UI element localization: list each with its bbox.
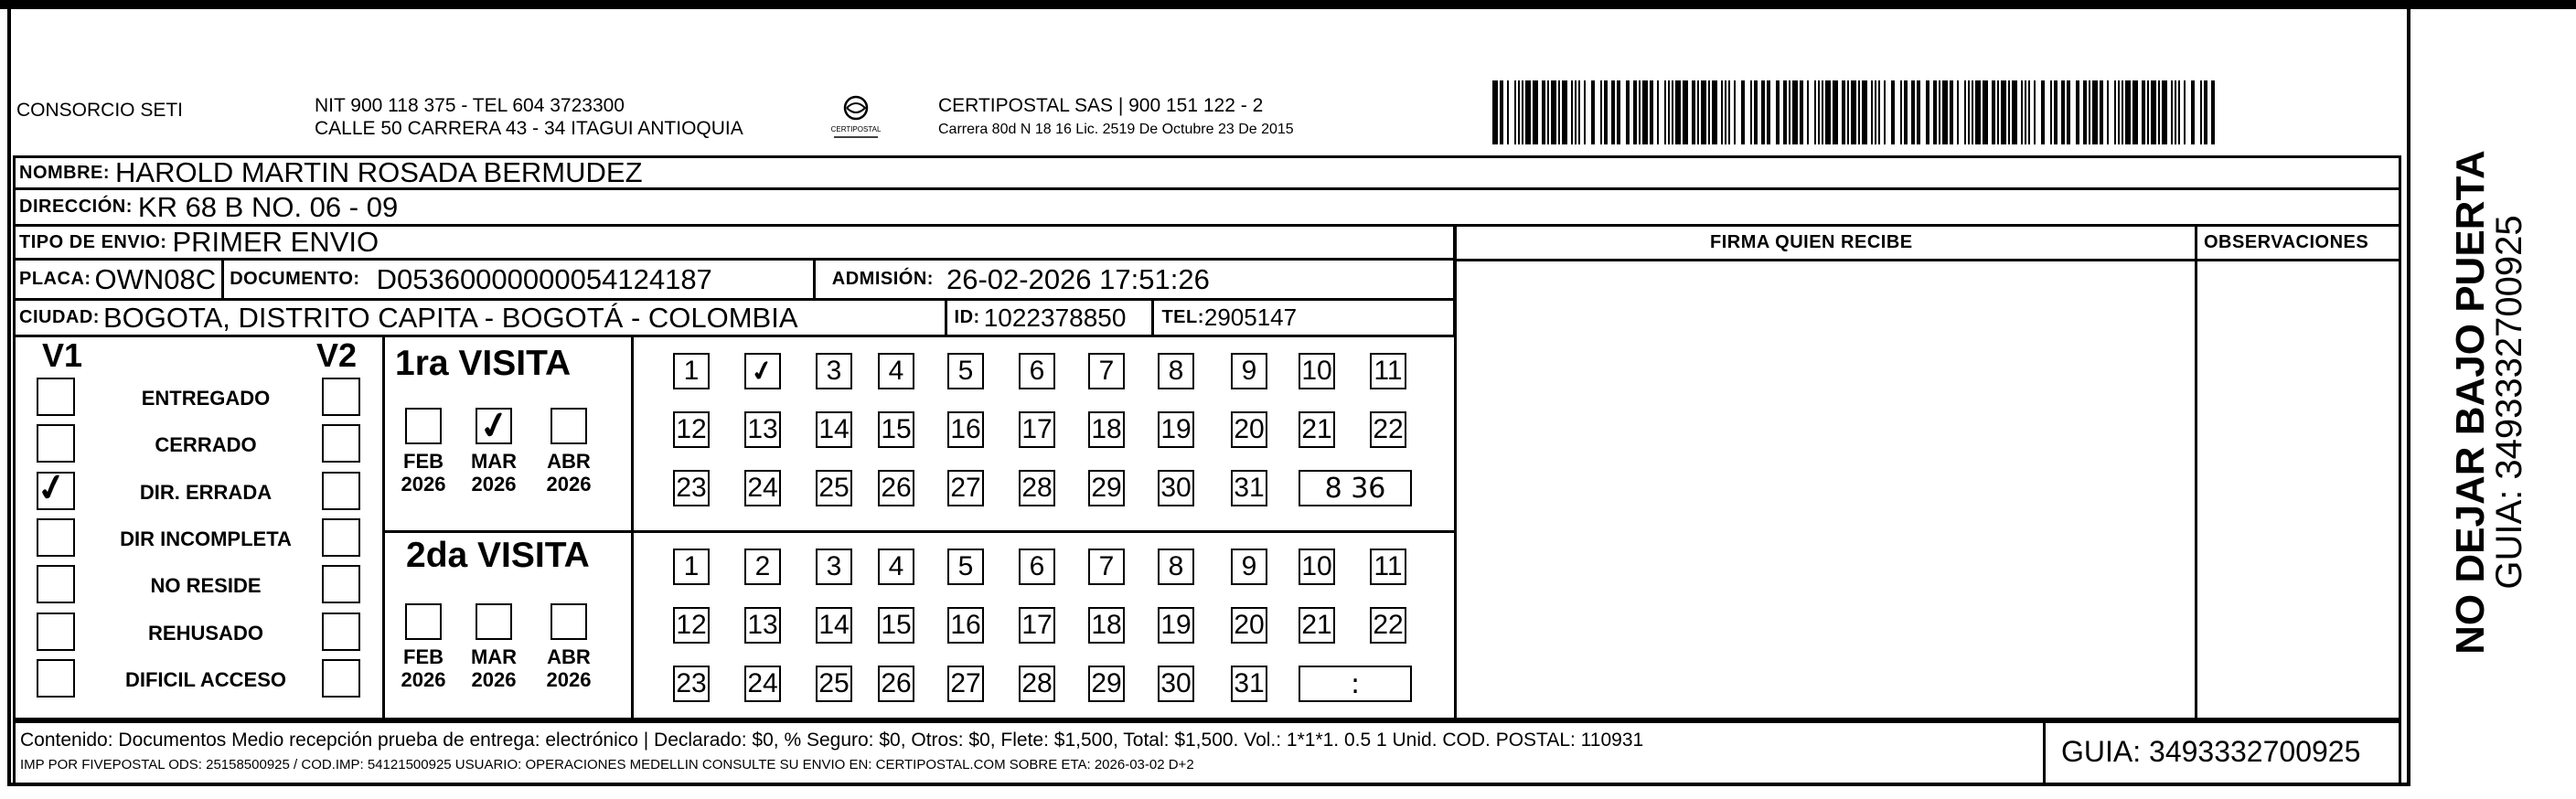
day-box[interactable]: 28 bbox=[1019, 470, 1055, 506]
day-box[interactable]: 30 bbox=[1158, 666, 1194, 702]
signature-area bbox=[1454, 227, 2401, 720]
day-box[interactable]: 23 bbox=[673, 470, 710, 506]
id-value: 1022378850 bbox=[983, 303, 1127, 332]
first-visit-title: 1ra VISITA bbox=[395, 344, 572, 383]
day-box[interactable]: 31 bbox=[1231, 470, 1267, 506]
day-box[interactable]: 16 bbox=[947, 411, 984, 448]
day-box[interactable]: 12 bbox=[673, 411, 710, 448]
ciudad-label: CIUDAD: bbox=[19, 307, 100, 327]
status-label: CERRADO bbox=[155, 433, 257, 456]
month-box[interactable] bbox=[475, 402, 514, 450]
v1-checkbox[interactable] bbox=[37, 613, 75, 651]
contenido-line: Contenido: Documentos Medio recepción prueba de entrega: electrónico | Declarado: $0, % Seguro: $0, Otros: $0, Flete: $1,500, Total: $1,500. Vol.: 1*1*1. 0.5 1 Unid. COD. POSTAL: 110931 bbox=[20, 730, 1644, 751]
day-box[interactable]: 11 bbox=[1370, 353, 1406, 389]
status-divider bbox=[382, 337, 385, 720]
nit-line: NIT 900 118 375 - TEL 604 3723300 bbox=[315, 95, 625, 116]
status-label: NO RESIDE bbox=[150, 574, 262, 597]
day-box[interactable]: 22 bbox=[1370, 411, 1406, 448]
direccion-label: DIRECCIÓN: bbox=[19, 197, 133, 217]
imp-line: IMP POR FIVEPOSTAL ODS: 25158500925 / COD.IMP: 54121500925 USUARIO: OPERACIONES MEDELLIN CONSULTE SU ENVIO EN: CERTIPOSTAL.COM SOBRE ETA: 2026-03-02 D+2 bbox=[20, 757, 1194, 772]
courier-line: CERTIPOSTAL SAS | 900 151 122 - 2 bbox=[938, 95, 1264, 116]
day-box[interactable]: 5 bbox=[947, 549, 984, 585]
visit-separator bbox=[382, 530, 1457, 533]
footer-guia: GUIA: 3493332700925 bbox=[2061, 735, 2361, 768]
month-label: MAR 2026 bbox=[470, 450, 518, 495]
barcode bbox=[1492, 80, 2222, 144]
nombre-label: NOMBRE: bbox=[19, 162, 111, 183]
tel-label: TEL: bbox=[1161, 307, 1204, 327]
day-box[interactable]: 18 bbox=[1088, 411, 1125, 448]
status-label: REHUSADO bbox=[148, 622, 263, 645]
time-box[interactable]: : bbox=[1299, 666, 1412, 702]
day-box[interactable]: 31 bbox=[1231, 666, 1267, 702]
day-box[interactable]: 18 bbox=[1088, 607, 1125, 644]
v1-checkbox[interactable] bbox=[37, 565, 75, 603]
tel-value: 2905147 bbox=[1203, 304, 1298, 331]
day-box[interactable]: 24 bbox=[744, 666, 781, 702]
v2-checkbox[interactable] bbox=[322, 472, 360, 510]
address-line: CALLE 50 CARRERA 43 - 34 ITAGUI ANTIOQUIA bbox=[315, 118, 743, 139]
month-box[interactable] bbox=[405, 603, 442, 640]
v1-check-mark: ✓ bbox=[32, 464, 71, 512]
placa-label: PLACA: bbox=[19, 269, 91, 289]
day-box[interactable]: 20 bbox=[1231, 607, 1267, 644]
tipo-value: PRIMER ENVIO bbox=[172, 226, 379, 258]
v1-header: V1 bbox=[42, 336, 83, 374]
day-box[interactable]: 4 bbox=[878, 353, 914, 389]
day-box[interactable]: 19 bbox=[1158, 607, 1194, 644]
day-box[interactable]: 10 bbox=[1299, 353, 1335, 389]
v2-checkbox[interactable] bbox=[322, 518, 360, 557]
side-notice: NO DEJAR BAJO PUERTA bbox=[2448, 150, 2493, 655]
day-box[interactable]: 14 bbox=[816, 411, 852, 448]
documento-label: DOCUMENTO: bbox=[230, 269, 360, 289]
placa-row bbox=[13, 261, 1456, 301]
day-box[interactable]: 5 bbox=[947, 353, 984, 389]
v1-checkbox[interactable] bbox=[37, 424, 75, 463]
day-box[interactable]: 29 bbox=[1088, 470, 1125, 506]
day-box[interactable]: 3 bbox=[816, 353, 852, 389]
day-box[interactable]: 4 bbox=[878, 549, 914, 585]
ciudad-value: BOGOTA, DISTRITO CAPITA - BOGOTÁ - COLOMBIA bbox=[102, 301, 798, 334]
month-box[interactable] bbox=[550, 408, 587, 444]
day-box[interactable]: 22 bbox=[1370, 607, 1406, 644]
day-box[interactable]: 29 bbox=[1088, 666, 1125, 702]
license-line: Carrera 80d N 18 16 Lic. 2519 De Octubre 23 De 2015 bbox=[938, 122, 1294, 137]
day-box[interactable]: 6 bbox=[1019, 353, 1055, 389]
day-box[interactable]: 23 bbox=[673, 666, 710, 702]
svg-text:CERTIPOSTAL: CERTIPOSTAL bbox=[830, 125, 882, 133]
day-box[interactable]: 21 bbox=[1299, 607, 1335, 644]
v2-checkbox[interactable] bbox=[322, 424, 360, 463]
time-box[interactable]: 8 36 bbox=[1299, 470, 1412, 506]
month-check-mark: ✓ bbox=[475, 402, 514, 450]
tipo-row bbox=[13, 227, 1456, 261]
v1-checkbox[interactable] bbox=[37, 378, 75, 416]
day-check-mark: ✓ bbox=[748, 354, 777, 389]
month-box[interactable] bbox=[550, 603, 587, 640]
day-box[interactable]: 13 bbox=[744, 411, 781, 448]
day-box[interactable]: 26 bbox=[878, 666, 914, 702]
day-box[interactable]: 20 bbox=[1231, 411, 1267, 448]
day-box[interactable]: 10 bbox=[1299, 549, 1335, 585]
day-box[interactable]: 24 bbox=[744, 470, 781, 506]
day-box[interactable]: 12 bbox=[673, 607, 710, 644]
day-box[interactable]: 27 bbox=[947, 470, 984, 506]
month-label: FEB 2026 bbox=[401, 450, 446, 495]
month-box[interactable] bbox=[405, 408, 442, 444]
day-box[interactable]: 16 bbox=[947, 607, 984, 644]
day-box[interactable]: 25 bbox=[816, 666, 852, 702]
nombre-row bbox=[13, 155, 2401, 190]
v2-header: V2 bbox=[316, 336, 358, 374]
day-box[interactable]: 21 bbox=[1299, 411, 1335, 448]
top-border bbox=[0, 0, 2576, 9]
company-name: CONSORCIO SETI bbox=[16, 100, 184, 121]
month-label: FEB 2026 bbox=[401, 645, 446, 691]
month-label: ABR 2026 bbox=[546, 450, 592, 495]
v1-checkbox[interactable] bbox=[37, 518, 75, 557]
day-box[interactable]: 11 bbox=[1370, 549, 1406, 585]
status-label: ENTREGADO bbox=[141, 387, 271, 410]
observaciones-label: OBSERVACIONES bbox=[2204, 232, 2369, 252]
admision-label: ADMISIÓN: bbox=[831, 269, 934, 289]
v2-checkbox[interactable] bbox=[322, 565, 360, 603]
day-box[interactable] bbox=[744, 353, 781, 389]
v2-checkbox[interactable] bbox=[322, 659, 360, 698]
observaciones-divider bbox=[2195, 227, 2197, 720]
day-box[interactable]: 30 bbox=[1158, 470, 1194, 506]
admision-value: 26-02-2026 17:51:26 bbox=[946, 262, 1210, 295]
tipo-label: TIPO DE ENVIO: bbox=[19, 231, 167, 252]
firma-label: FIRMA QUIEN RECIBE bbox=[1710, 232, 1913, 252]
v2-checkbox[interactable] bbox=[322, 378, 360, 416]
day-box[interactable]: 13 bbox=[744, 607, 781, 644]
status-label: DIR. ERRADA bbox=[139, 481, 273, 504]
documento-value: D05360000000054124187 bbox=[376, 262, 712, 295]
day-box[interactable]: 19 bbox=[1158, 411, 1194, 448]
ciudad-row bbox=[13, 301, 1456, 337]
status-label: DIR INCOMPLETA bbox=[120, 527, 292, 550]
visits-divider bbox=[631, 337, 634, 720]
side-guia: GUIA: 3493332700925 bbox=[2489, 215, 2529, 590]
direccion-row bbox=[13, 190, 2401, 227]
month-label: MAR 2026 bbox=[470, 645, 518, 691]
day-box[interactable]: 15 bbox=[878, 607, 914, 644]
v2-checkbox[interactable] bbox=[322, 613, 360, 651]
day-box[interactable]: 17 bbox=[1019, 411, 1055, 448]
day-box[interactable]: 14 bbox=[816, 607, 852, 644]
side-text bbox=[2448, 146, 2529, 658]
day-box[interactable]: 9 bbox=[1231, 353, 1267, 389]
day-box[interactable]: 1 bbox=[673, 549, 710, 585]
nombre-value: HAROLD MARTIN ROSADA BERMUDEZ bbox=[115, 156, 643, 188]
day-box[interactable]: 6 bbox=[1019, 549, 1055, 585]
day-box[interactable]: 2 bbox=[744, 549, 781, 585]
certipostal-logo bbox=[823, 91, 889, 146]
day-box[interactable]: 1 bbox=[673, 353, 710, 389]
day-box[interactable]: 7 bbox=[1088, 353, 1125, 389]
day-box[interactable]: 28 bbox=[1019, 666, 1055, 702]
day-box[interactable]: 7 bbox=[1088, 549, 1125, 585]
id-label: ID: bbox=[954, 307, 980, 327]
day-box[interactable]: 17 bbox=[1019, 607, 1055, 644]
direccion-value: KR 68 B NO. 06 - 09 bbox=[137, 190, 399, 223]
second-visit-title: 2da VISITA bbox=[406, 536, 590, 575]
month-box[interactable] bbox=[476, 603, 512, 640]
day-box[interactable]: 27 bbox=[947, 666, 984, 702]
day-box[interactable]: 8 bbox=[1158, 549, 1194, 585]
day-box[interactable]: 25 bbox=[816, 470, 852, 506]
placa-value: OWN08C bbox=[94, 262, 217, 295]
day-box[interactable]: 8 bbox=[1158, 353, 1194, 389]
footer-divider bbox=[2043, 720, 2046, 786]
day-box[interactable]: 15 bbox=[878, 411, 914, 448]
day-box[interactable]: 26 bbox=[878, 470, 914, 506]
day-box[interactable]: 9 bbox=[1231, 549, 1267, 585]
v1-checkbox[interactable] bbox=[37, 659, 75, 698]
month-label: ABR 2026 bbox=[546, 645, 592, 691]
status-label: DIFICIL ACCESO bbox=[124, 668, 286, 691]
day-box[interactable]: 3 bbox=[816, 549, 852, 585]
